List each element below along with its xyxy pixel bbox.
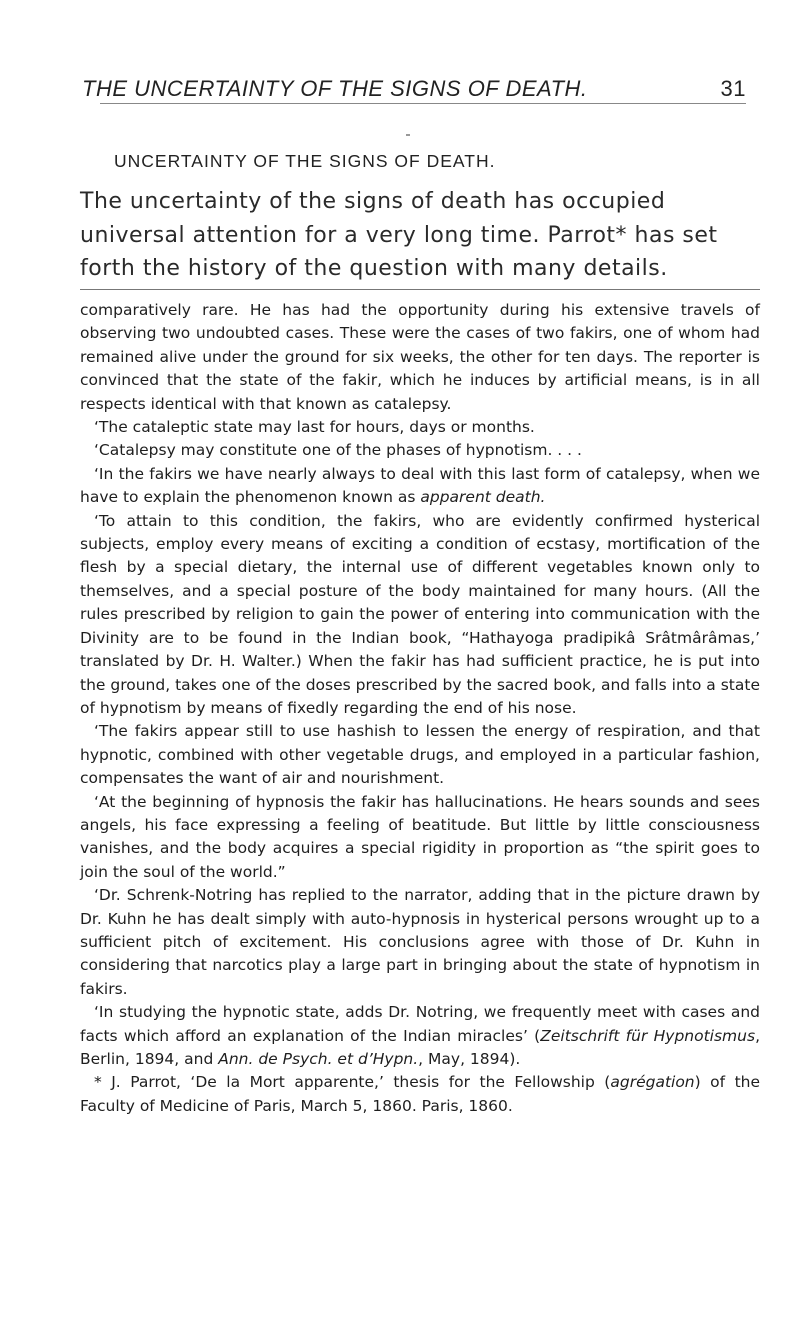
journal-title: Ann. de Psych. et d’Hypn. [218,1050,419,1068]
italic-phrase: apparent death. [420,488,546,507]
header-rule [100,103,746,104]
journal-title: Zeitschrift für Hypnotismus [540,1026,756,1045]
footnote-text: * J. Parrot, ‘De la Mort apparente,’ thesis for the Fellowship ( [94,1073,611,1092]
paragraph [80,463,760,510]
paragraph: ‘Dr. Schrenk-Notring has replied to the narrator, adding that in the picture drawn by Dr. Kuhn he has dealt simply with auto-hypnosis in hysterical persons wrought up to a sufficient pitch of excitement. His conclusions agree with those of Dr. Kuhn in considering that narcotics play a large part in bringing about the state of hypnotism in fakirs. [80,886,760,998]
paragraph: ‘To attain to this condition, the fakirs, who are evidently confirmed hysterical subjects, employ every means of exciting a condition of ecstasy, mortification of the flesh by a special dietary, the internal use of different vegetables known only to themselves, and a special posture of the body maintained for many hours. (All the rules prescribed by religion to gain the power of entering into communication with the Divinity are to be found in the Indian book, “Hathayoga pradipikâ Srâtmârâmas,’ translated by Dr. H. Walter.) When the fakir has had sufficient practice, he is put into the ground, takes one of the doses prescribed by the sacred book, and falls into a state of hypnotism by means of fixedly regarding the end of his nose. [80,511,760,717]
footnote [80,1071,760,1118]
running-head-title: THE UNCERTAINTY OF THE SIGNS OF DEATH. [82,76,588,101]
paragraph: ‘The fakirs appear still to use hashish to lessen the energy of respiration, and that hypnotic, combined with other vegetable drugs, and employed in a particular fashion, compensates the want of air and nourishment. [80,722,760,788]
paragraph: comparatively rare. He has had the opportunity during his extensive travels of observing two undoubted cases. These were the cases of two fakirs, one of whom had remained alive under the ground for six weeks, the other for ten days. The reporter is convinced that the state of the fakir, which he induces by artificial means, is in all respects identical with that known as catalepsy. [80,301,760,413]
ornament-dot [406,134,410,136]
paragraph-text: ‘In the fakirs we have nearly always to deal with this last form of catalepsy, when we have to explain the phenomenon known as [80,464,760,507]
running-head [82,76,746,102]
page-number: 31 [720,76,746,101]
paragraph: ‘Catalepsy may constitute one of the phases of hypnotism. . . . [94,441,582,460]
paragraph [80,1001,760,1071]
paragraph-text: ‘In studying the hypnotic state, adds Dr. Notring, we frequently meet with cases and facts which afford an explanation of the Indian miracles’ ( [80,1003,760,1045]
paragraph: ‘The cataleptic state may last for hours, days or months. [94,418,535,437]
divider-rule [80,289,760,290]
paragraph-text: , May, 1894). [418,1050,521,1068]
paragraph-text: , Berlin, 1894, and [80,1026,760,1068]
section-title: UNCERTAINTY OF THE SIGNS OF DEATH. [114,151,496,171]
paragraph: ‘At the beginning of hypnosis the fakir has hallucinations. He hears sounds and sees angels, his face expressing a feeling of beatitude. But little by little consciousness vanishes, and the body acquires a special rigidity in proportion as “the spirit goes to join the soul of the world.” [80,792,760,881]
footnote-text: ) of the Faculty of Medicine of Paris, March 5, 1860. Paris, 1860. [80,1073,761,1115]
italic-word: agrégation [610,1073,695,1092]
body-text [80,299,760,1118]
intro-paragraph: The uncertainty of the signs of death has occupied universal attention for a very long time. Parrot* has set forth the history of the question with many details. [80,189,718,281]
